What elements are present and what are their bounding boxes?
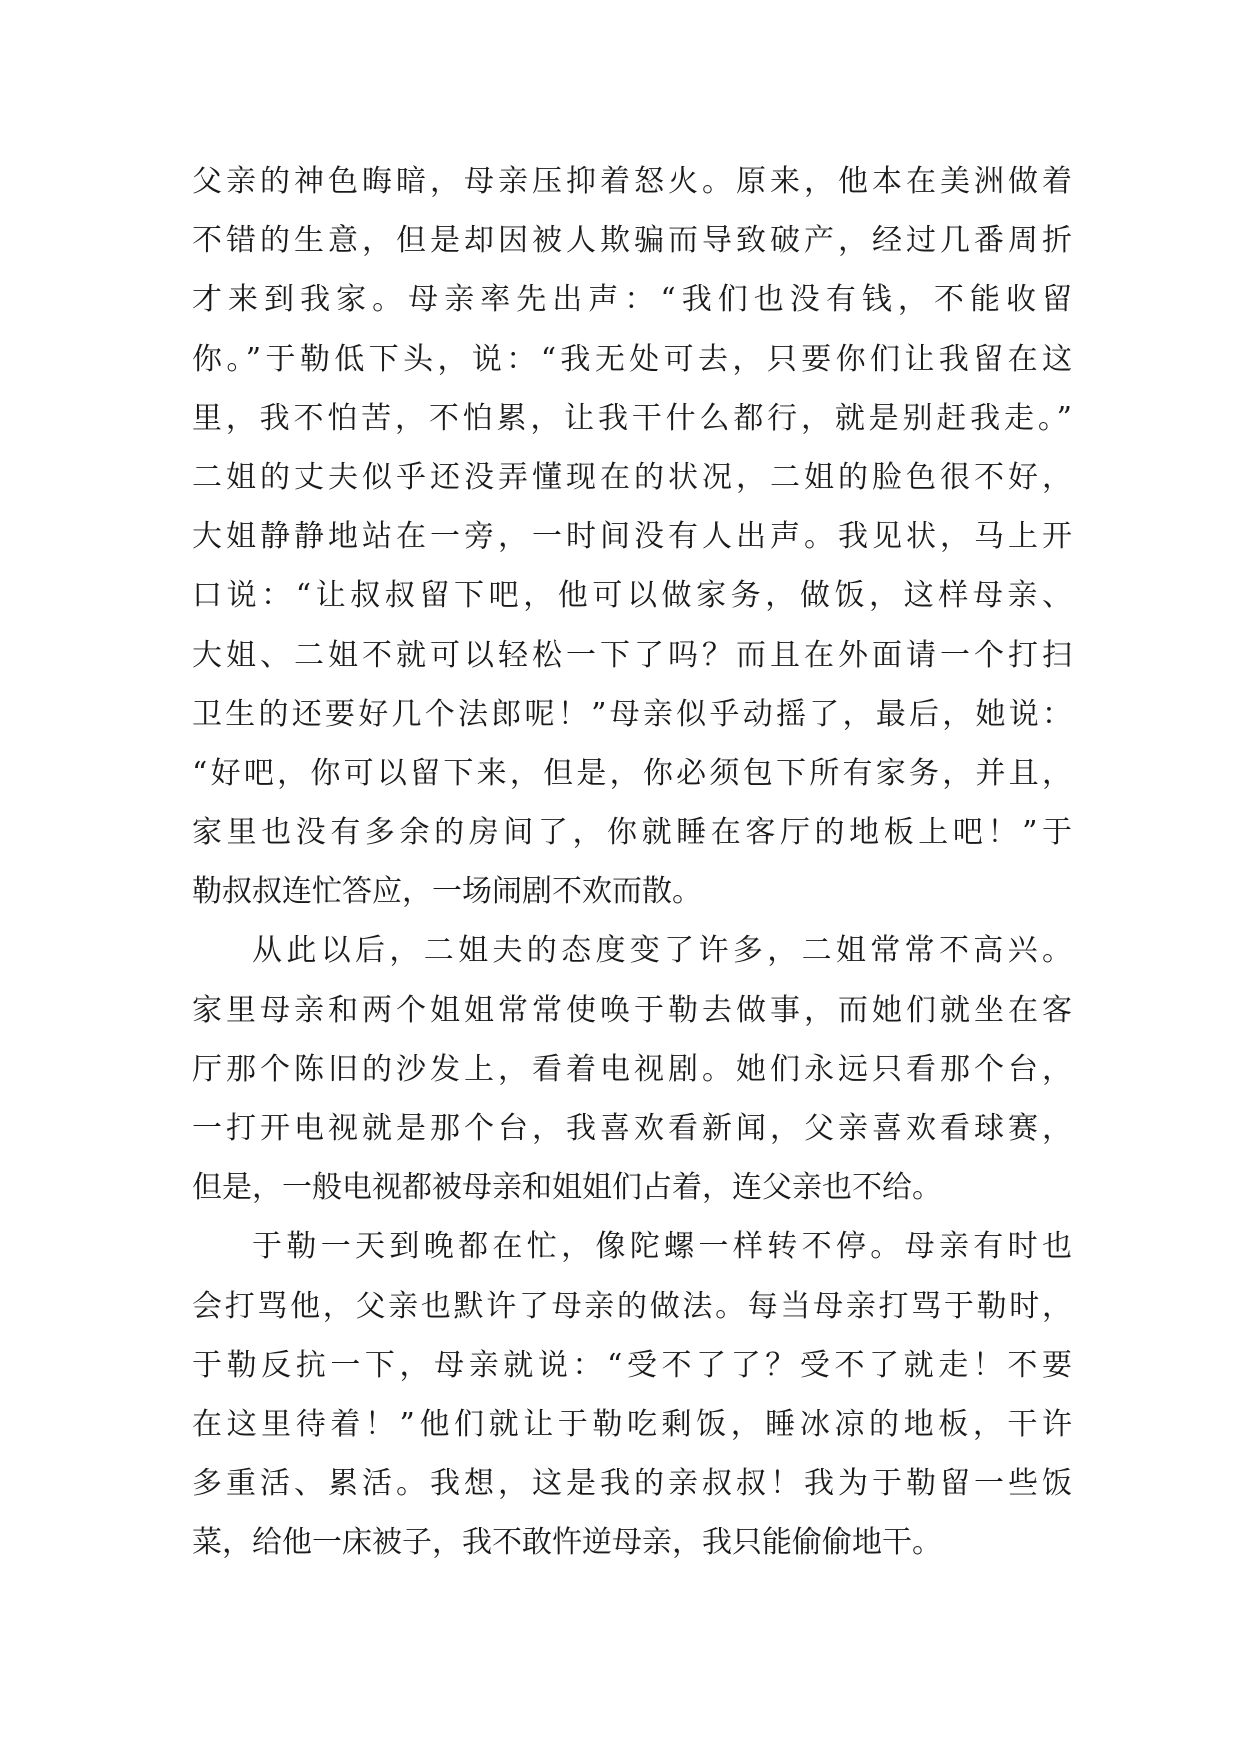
text-line: 会打骂他，父亲也默许了母亲的做法。每当母亲打骂于勒时， — [192, 1288, 1072, 1324]
text-line: 二姐的丈夫似乎还没弄懂现在的状况，二姐的脸色很不好， — [192, 459, 1072, 495]
text-line: 于勒反抗一下，母亲就说：“受不了了？受不了就走！不要 — [192, 1347, 1072, 1383]
text-line: 大姐、二姐不就可以轻松一下了吗？而且在外面请一个打扫 — [192, 637, 1072, 673]
text-line: 多重活、累活。我想，这是我的亲叔叔！我为于勒留一些饭 — [192, 1466, 1072, 1502]
text-line: 卫生的还要好几个法郎呢！”母亲似乎动摇了，最后，她说： — [192, 696, 1072, 732]
text-line: 才来到我家。母亲率先出声：“我们也没有钱，不能收留 — [192, 282, 1072, 318]
paragraph-3 — [192, 1217, 1072, 1572]
paragraph-2 — [192, 921, 1072, 1217]
text-line: 但是，一般电视都被母亲和姐姐们占着，连父亲也不给。 — [192, 1170, 942, 1206]
text-line: 不错的生意，但是却因被人欺骗而导致破产，经过几番周折 — [192, 223, 1072, 259]
text-line: “好吧，你可以留下来，但是，你必须包下所有家务，并且， — [192, 755, 1072, 791]
text-line: 口说：“让叔叔留下吧，他可以做家务，做饭，这样母亲、 — [192, 578, 1072, 614]
text-line: 从此以后，二姐夫的态度变了许多，二姐常常不高兴。 — [252, 933, 1072, 969]
text-line: 家里也没有多余的房间了，你就睡在客厅的地板上吧！”于 — [192, 815, 1072, 851]
text-line: 勒叔叔连忙答应，一场闹剧不欢而散。 — [192, 874, 702, 910]
text-line: 家里母亲和两个姐姐常常使唤于勒去做事，而她们就坐在客 — [192, 992, 1072, 1028]
text-line: 里，我不怕苦，不怕累，让我干什么都行，就是别赶我走。” — [192, 400, 1072, 436]
text-line: 在这里待着！”他们就让于勒吃剩饭，睡冰凉的地板，干许 — [192, 1406, 1072, 1442]
text-line: 厅那个陈旧的沙发上，看着电视剧。她们永远只看那个台， — [192, 1051, 1072, 1087]
text-line: 菜，给他一床被子，我不敢忤逆母亲，我只能偷偷地干。 — [192, 1525, 942, 1561]
text-line: 父亲的神色晦暗，母亲压抑着怒火。原来，他本在美洲做着 — [192, 164, 1072, 199]
document-body — [192, 152, 1072, 1573]
text-line: 于勒一天到晚都在忙，像陀螺一样转不停。母亲有时也 — [252, 1229, 1072, 1265]
paragraph-1 — [192, 152, 1072, 921]
text-line: 大姐静静地站在一旁，一时间没有人出声。我见状，马上开 — [192, 519, 1072, 555]
text-line: 一打开电视就是那个台，我喜欢看新闻，父亲喜欢看球赛， — [192, 1111, 1072, 1146]
text-line: 你。”于勒低下头，说：“我无处可去，只要你们让我留在这 — [192, 341, 1072, 377]
